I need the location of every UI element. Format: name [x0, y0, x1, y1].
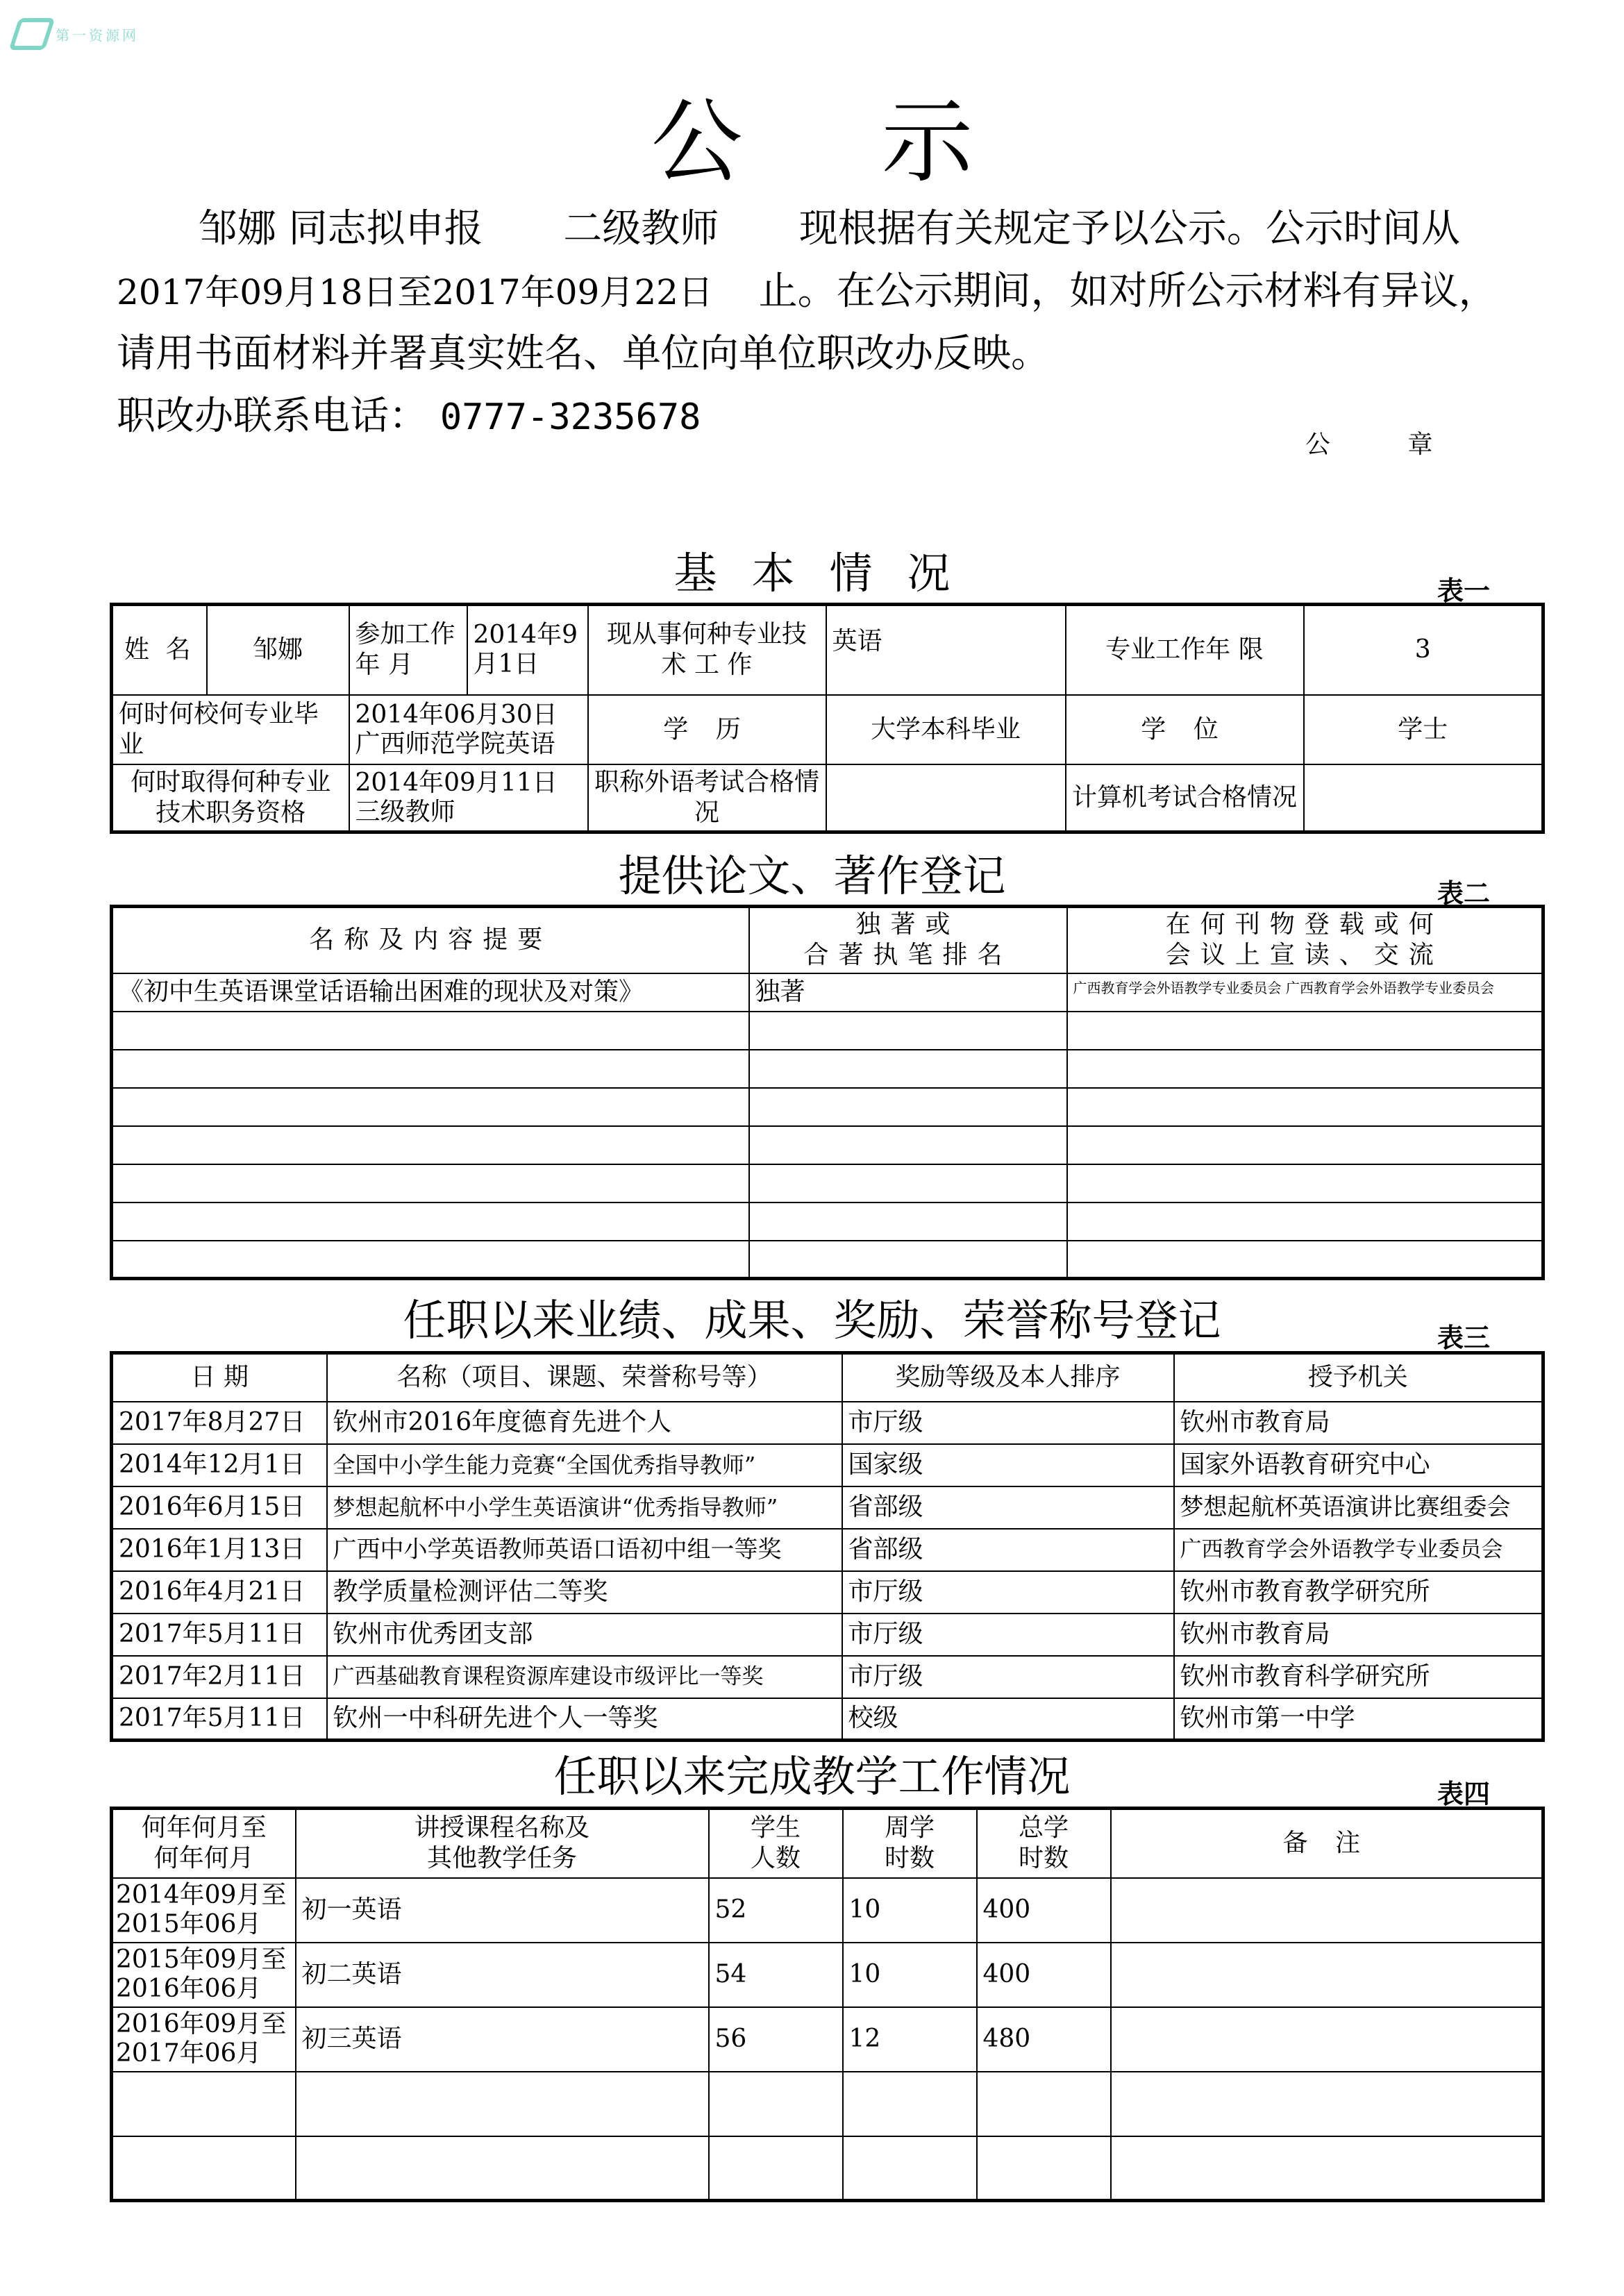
achievement-org: 钦州市教育局	[1174, 1614, 1543, 1656]
logo-text: 第一资源网	[56, 26, 139, 44]
empty-cell	[112, 1012, 749, 1050]
achievement-org: 钦州市第一中学	[1174, 1698, 1543, 1741]
table-row	[112, 2007, 1543, 2072]
achievement-org: 国家外语教育研究中心	[1174, 1444, 1543, 1486]
table3-number: 表三	[1437, 1323, 1491, 1353]
achievement-level: 市厅级	[842, 1656, 1174, 1698]
achievements-header-date: 日 期	[112, 1353, 327, 1402]
table-row	[112, 2136, 1543, 2201]
teaching-header-course-line1: 讲授课程名称及	[414, 1813, 589, 1843]
empty-cell	[112, 2072, 296, 2136]
teaching-period	[112, 1878, 296, 1943]
teaching-header-note: 备 注	[1111, 1809, 1543, 1878]
basic-info-table	[110, 603, 1545, 834]
name-value: 邹娜	[207, 605, 349, 695]
table-row	[112, 1698, 1543, 1741]
achievements-table	[110, 1351, 1545, 1742]
notice-period: 2017年09月18日至2017年09月22日	[117, 272, 713, 312]
applied-rank: 二级教师	[563, 206, 719, 251]
teaching-weekly-hours: 10	[843, 1943, 977, 2007]
teaching-header-total-line1: 总学	[1018, 1813, 1069, 1843]
teaching-header-students	[709, 1809, 843, 1878]
achievement-name: 梦想起航杯中小学生英语演讲“优秀指导教师”	[327, 1486, 842, 1529]
papers-header-venue	[1067, 907, 1543, 973]
table-row	[112, 1203, 1543, 1241]
teaching-course: 初一英语	[296, 1878, 709, 1943]
table-row	[112, 1529, 1543, 1571]
achievement-org: 钦州市教育局	[1174, 1402, 1543, 1444]
teaching-period-to: 2017年06月	[116, 2039, 262, 2068]
achievements-header-org: 授予机关	[1174, 1353, 1543, 1402]
table-row	[112, 1444, 1543, 1486]
official-seal-label: 公 章	[1305, 430, 1468, 459]
notice-text-2: 现根据有关规定予以公示。公示时间从	[798, 206, 1460, 251]
teaching-total-hours: 480	[977, 2007, 1111, 2072]
empty-cell	[749, 1050, 1067, 1088]
papers-header-venue-line1: 在何刊物登载或何	[1165, 910, 1443, 939]
achievement-name: 广西中小学英语教师英语口语初中组一等奖	[327, 1529, 842, 1571]
empty-cell	[1067, 1164, 1543, 1203]
computer-exam-value	[1304, 764, 1543, 832]
teaching-period	[112, 2007, 296, 2072]
achievement-date: 2016年1月13日	[112, 1529, 327, 1571]
teaching-note	[1111, 1943, 1543, 2007]
achievement-name: 广西基础教育课程资源库建设市级评比一等奖	[327, 1656, 842, 1698]
achievement-date: 2017年5月11日	[112, 1614, 327, 1656]
teaching-note	[1111, 2007, 1543, 2072]
table-row	[112, 1126, 1543, 1164]
teaching-students: 54	[709, 1943, 843, 2007]
achievement-org: 钦州市教育教学研究所	[1174, 1571, 1543, 1614]
current-work-label: 现从事何种专业技 术 工 作	[588, 605, 826, 695]
empty-cell	[977, 2136, 1111, 2201]
empty-cell	[749, 1126, 1067, 1164]
paper-venue: 广西教育学会外语教学专业委员会 广西教育学会外语教学专业委员会	[1067, 973, 1543, 1012]
teaching-header-total	[977, 1809, 1111, 1878]
table1-title: 基本情况	[673, 548, 985, 598]
education-label: 学 历	[588, 695, 826, 764]
graduation-value: 2014年06月30日广西师范学院英语	[349, 695, 588, 764]
achievement-date: 2016年6月15日	[112, 1486, 327, 1529]
empty-cell	[112, 1241, 749, 1279]
empty-cell	[749, 1241, 1067, 1279]
site-logo	[14, 18, 139, 50]
achievement-level: 市厅级	[842, 1614, 1174, 1656]
teaching-header-weekly-line2: 时数	[884, 1844, 935, 1873]
notice-line-1	[117, 205, 1460, 253]
papers-header-name: 名称及内容提要	[112, 907, 749, 973]
achievement-level: 国家级	[842, 1444, 1174, 1486]
empty-cell	[1067, 1012, 1543, 1050]
work-start-value: 2014年9月1日	[467, 605, 588, 695]
degree-value: 学士	[1304, 695, 1543, 764]
empty-cell	[112, 2136, 296, 2201]
teaching-table	[110, 1807, 1545, 2202]
empty-cell	[843, 2136, 977, 2201]
achievement-name: 钦州市优秀团支部	[327, 1614, 842, 1656]
achievement-name: 钦州市2016年度德育先进个人	[327, 1402, 842, 1444]
empty-cell	[296, 2072, 709, 2136]
empty-cell	[977, 2072, 1111, 2136]
achievement-date: 2017年5月11日	[112, 1698, 327, 1741]
achievements-header-name: 名称（项目、课题、荣誉称号等）	[327, 1353, 842, 1402]
empty-cell	[1067, 1126, 1543, 1164]
table-row	[112, 1486, 1543, 1529]
table2-title: 提供论文、著作登记	[618, 850, 1006, 901]
teaching-period-to: 2016年06月	[116, 1975, 262, 2003]
table-row	[112, 1878, 1543, 1943]
empty-cell	[749, 1012, 1067, 1050]
teaching-weekly-hours: 12	[843, 2007, 977, 2072]
table-row	[112, 1241, 1543, 1279]
current-work-value: 英语	[826, 605, 1066, 695]
phone-label: 职改办联系电话：	[117, 394, 428, 439]
table-row	[112, 1164, 1543, 1203]
empty-cell	[1067, 1088, 1543, 1126]
achievement-org: 钦州市教育科学研究所	[1174, 1656, 1543, 1698]
teaching-note	[1111, 1878, 1543, 1943]
teaching-students: 56	[709, 2007, 843, 2072]
table-row	[112, 2072, 1543, 2136]
teaching-period	[112, 1943, 296, 2007]
phone-number: 0777-3235678	[440, 396, 701, 438]
work-start-label: 参加工作年 月	[349, 605, 467, 695]
graduation-label: 何时何校何专业毕 业	[112, 695, 349, 764]
teaching-students: 52	[709, 1878, 843, 1943]
achievement-name: 全国中小学生能力竞赛“全国优秀指导教师”	[327, 1444, 842, 1486]
notice-line-2	[117, 267, 1498, 317]
work-years-label: 专业工作年 限	[1066, 605, 1304, 695]
empty-cell	[1067, 1203, 1543, 1241]
teaching-period-from: 2014年09月至	[116, 1881, 287, 1909]
achievement-level: 市厅级	[842, 1402, 1174, 1444]
work-years-value: 3	[1304, 605, 1543, 695]
paper-rank: 独著	[749, 973, 1067, 1012]
table4-number: 表四	[1437, 1779, 1491, 1809]
empty-cell	[112, 1203, 749, 1241]
table1-number: 表一	[1437, 576, 1491, 606]
table-row	[112, 1614, 1543, 1656]
empty-cell	[1067, 1241, 1543, 1279]
language-exam-label: 职称外语考试合格情况	[588, 764, 826, 832]
empty-cell	[1111, 2136, 1543, 2201]
empty-cell	[843, 2072, 977, 2136]
empty-cell	[749, 1088, 1067, 1126]
papers-header-rank-line1: 独著或	[855, 910, 960, 939]
teaching-period-from: 2015年09月至	[116, 1945, 287, 1974]
achievement-org: 梦想起航杯英语演讲比赛组委会	[1174, 1486, 1543, 1529]
computer-exam-label: 计算机考试合格情况	[1066, 764, 1304, 832]
applicant-name: 邹娜	[198, 206, 276, 251]
table-row	[112, 1050, 1543, 1088]
teaching-period-to: 2015年06月	[116, 1910, 262, 1938]
teaching-header-weekly	[843, 1809, 977, 1878]
empty-cell	[749, 1203, 1067, 1241]
degree-label: 学 位	[1066, 695, 1304, 764]
qualification-value: 2014年09月11日三级教师	[349, 764, 588, 832]
achievement-name: 教学质量检测评估二等奖	[327, 1571, 842, 1614]
achievement-level: 市厅级	[842, 1571, 1174, 1614]
papers-table	[110, 905, 1545, 1280]
page-title: 公示	[651, 89, 1112, 196]
achievement-level: 省部级	[842, 1486, 1174, 1529]
notice-text-3: 止。在公示期间，如对所公示材料有异议，	[758, 269, 1498, 314]
teaching-header-students-line2: 人数	[750, 1844, 801, 1873]
notice-text-1: 同志拟申报	[288, 206, 483, 251]
empty-cell	[112, 1050, 749, 1088]
table2-number: 表二	[1437, 878, 1491, 909]
teaching-header-course	[296, 1809, 709, 1878]
empty-cell	[709, 2136, 843, 2201]
teaching-header-period-line1: 何年何月至	[141, 1813, 267, 1843]
achievement-date: 2014年12月1日	[112, 1444, 327, 1486]
achievement-date: 2016年4月21日	[112, 1571, 327, 1614]
table4-title: 任职以来完成教学工作情况	[553, 1751, 1071, 1802]
teaching-header-students-line1: 学生	[750, 1813, 801, 1843]
notice-line-3: 请用书面材料并署真实姓名、单位向单位职改办反映。	[117, 331, 1050, 376]
achievement-level: 省部级	[842, 1529, 1174, 1571]
empty-cell	[112, 1088, 749, 1126]
achievement-date: 2017年2月11日	[112, 1656, 327, 1698]
notice-line-4	[117, 392, 701, 442]
teaching-header-period	[112, 1809, 296, 1878]
qualification-label: 何时取得何种专业技术职务资格	[112, 764, 349, 832]
empty-cell	[709, 2072, 843, 2136]
teaching-total-hours: 400	[977, 1943, 1111, 2007]
teaching-header-weekly-line1: 周学	[884, 1813, 935, 1843]
education-value: 大学本科毕业	[826, 695, 1066, 764]
papers-header-venue-line2: 会议上宣读、交流	[1165, 941, 1443, 970]
teaching-course: 初三英语	[296, 2007, 709, 2072]
achievement-date: 2017年8月27日	[112, 1402, 327, 1444]
teaching-weekly-hours: 10	[843, 1878, 977, 1943]
empty-cell	[1111, 2072, 1543, 2136]
teaching-period-from: 2016年09月至	[116, 2010, 287, 2038]
table-row	[112, 973, 1543, 1012]
empty-cell	[1067, 1050, 1543, 1088]
empty-cell	[112, 1126, 749, 1164]
achievement-name: 钦州一中科研先进个人一等奖	[327, 1698, 842, 1741]
table-row	[112, 1571, 1543, 1614]
empty-cell	[749, 1164, 1067, 1203]
achievement-level: 校级	[842, 1698, 1174, 1741]
achievement-org: 广西教育学会外语教学专业委员会	[1174, 1529, 1543, 1571]
empty-cell	[112, 1164, 749, 1203]
language-exam-value	[826, 764, 1066, 832]
table-row	[112, 1402, 1543, 1444]
teaching-total-hours: 400	[977, 1878, 1111, 1943]
table-row	[112, 1012, 1543, 1050]
table-row	[112, 1656, 1543, 1698]
table-row	[112, 1088, 1543, 1126]
achievements-header-level: 奖励等级及本人排序	[842, 1353, 1174, 1402]
table-row	[112, 1943, 1543, 2007]
papers-header-rank-line2: 合著执笔排名	[803, 941, 1012, 970]
empty-cell	[296, 2136, 709, 2201]
papers-header-rank	[749, 907, 1067, 973]
logo-icon	[9, 18, 56, 50]
teaching-header-course-line2: 其他教学任务	[426, 1844, 577, 1873]
paper-name: 《初中生英语课堂话语输出困难的现状及对策》	[112, 973, 749, 1012]
table3-title: 任职以来业绩、成果、奖励、荣誉称号登记	[403, 1295, 1221, 1346]
teaching-header-period-line2: 何年何月	[153, 1844, 254, 1873]
teaching-course: 初二英语	[296, 1943, 709, 2007]
teaching-header-total-line2: 时数	[1018, 1844, 1069, 1873]
name-label: 姓 名	[112, 605, 207, 695]
